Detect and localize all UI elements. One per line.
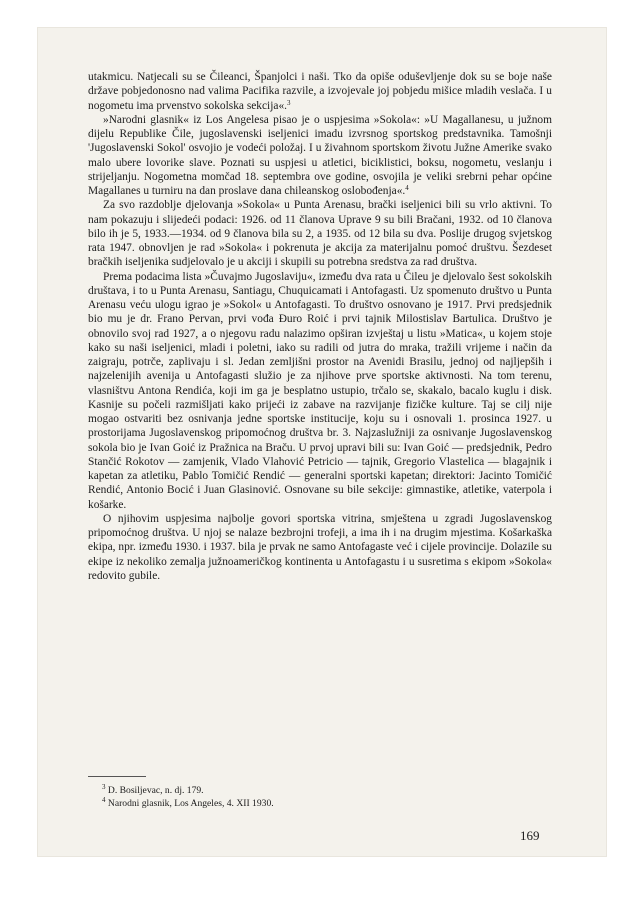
paragraph-1: utakmicu. Natjecali su se Čileanci, Španjolci i naši. Tko da opiše oduševljenje dok su se boje naše države pobjedonosno nad valima Pacifika razvile, a izvojevale joj pobjedu mišice mladih veslača. I u nogometu ima prvenstvo sokolska sekcija«.$^3$ bbox=[88, 71, 552, 112]
footnote-divider bbox=[88, 776, 146, 777]
footnotes bbox=[102, 785, 502, 810]
footnote-4: $^4$ Narodni glasnik, Los Angeles, 4. XII 1930. bbox=[102, 795, 274, 809]
footnote-ref-3: 3 bbox=[287, 98, 291, 107]
footnote-ref-4: 4 bbox=[405, 184, 409, 192]
footnote-3: $^3$ D. Bosiljevac, n. dj. 179. bbox=[102, 783, 204, 796]
paragraph-3: Za svo razdoblje djelovanja »Sokola« u Punta Arenasu, bračkі iseljenici bili su vrlo aktivni. To nam pokazuju i slijedeći podaci: 1926. od 11 članova Uprave 9 su bili Bračani, 1932. od 10 članova bilo ih je 5, 1933.—1934. od 9 članova bila su 2, a 1935. od 12 bila su dva. Poslije drugog svjetskog rata 1947. obnovljen je rad »Sokola« i pokrenuta je akcija za materijalnu pomoć društvu. Šezdeset bračkih iseljenika sudjelovalo je u akciji i skupili su potrebna sredstva za rad društva. bbox=[88, 199, 552, 269]
paragraph-2: »Narodni glasnik« iz Los Angelesa pisao je o uspjesima »Sokola«: »U Magallanesu, u južnom dijelu Republike Čile, jugoslavenski iseljenici imadu izvrsnog sportskog predstavnika. Tamošnji 'Jugoslavenski Sokol' osvojio je vodeći položaj. I u živahnom sportskom životu Južne Amerike svako malo ubere lovorike slave. Poznati su uspjesi u atletici, biciklistici, boksu, nogometu, veslanju i strijeljanju. Nogometna momčad 18. septembra ove godine, osvojila je veliki srebrni pehar općine Magallanes u turniru na dan proslave dana chileanskog oslobođenja«.$^4$ bbox=[88, 113, 552, 197]
paragraph-4: Prema podacima lista »Čuvajmo Jugoslaviju«, između dva rata u Čileu je djelovalo šest sokolskih društava, i to u Punta Arenasu, Santiagu, Chuquicamati i Antofagasti. Uz spomenuto društvo u Punta Arenasu veću ulogu igrao je »Sokol« u Antofagasti. To društvo osnovano je 1917. Prvi predsjednik bio mu je dr. Frano Pervan, prvi vođa Đuro Roić i prvi tajnik Milostislav Bartulica. Društvo je obnovilo svoj rad 1927, a o njegovu radu nalazimo opširan izvještaj u listu »Matica«, u kojem stoje kako su naši iseljenici, mladi i poletni, iako su radili od jutra do mraka, tražili vrijeme i način da zaigraju, potrče, zaplivaju i sl. Jedan zemljišni prostor na Avenidi Brasilu, jednoj od najljepših i najzelenijih avenija u Antofagasti služio je za njihove prve sportske aktivnosti. Na tom terenu, vlasništvu Antona Rendića, koji im ga je besplatno ustupio, trčalo se, skakalo, bacalo kuglu i disk. Kasnije su počeli razmišljati kako prijeći iz zabave na razvijanje fizičke kulture. Taj se cilj nije mogao ostvariti bez osnivanja jedne sportske institucije, koju su i osnovali 1. prosinca 1927. u prostorijama Jugoslavenskog pripomoćnog društva br. 3. Najzaslužniji za osnivanje Jugoslavenskog sokola bio je Ivan Goić iz Pražnica na Braču. U prvoj upravi bili su: Ivan Goić — predsjednik, Pedro Stančić Rokotov — zamjenik, Vlado Vlahović Petricio — tajnik, Gregorio Vlastelica — blagajnik i kapetan za atletiku, Pablo Tomičić Rendić — generalni sportski kapetan; direktori: Jacinto Tomičić Rendić, Antonio Bocić i Juan Glasinović. Osnovane su bile sekcije: gimnastike, atletike, vaterpola i košarke. bbox=[88, 270, 552, 511]
book-page bbox=[38, 28, 606, 856]
page-number: 169 bbox=[520, 828, 540, 843]
body-text bbox=[88, 70, 552, 583]
paragraph-5: O njihovim uspjesima najbolje govori sportska vitrina, smještena u zgradi Jugoslavenskog pripomoćnog društva. U njoj se nalaze bezbrojni trofeji, a ima ih i na drugim mjestima. Košarkaška ekipa, npr. između 1930. i 1937. bila je prvak ne samo Antofagaste već i cijele provincije. Dolazile su ekipe iz nekoliko zemalja južnoameričkog kontinenta u Antofagastu i u susretima s ekipom »Sokola« redovito gubile. bbox=[88, 512, 552, 582]
